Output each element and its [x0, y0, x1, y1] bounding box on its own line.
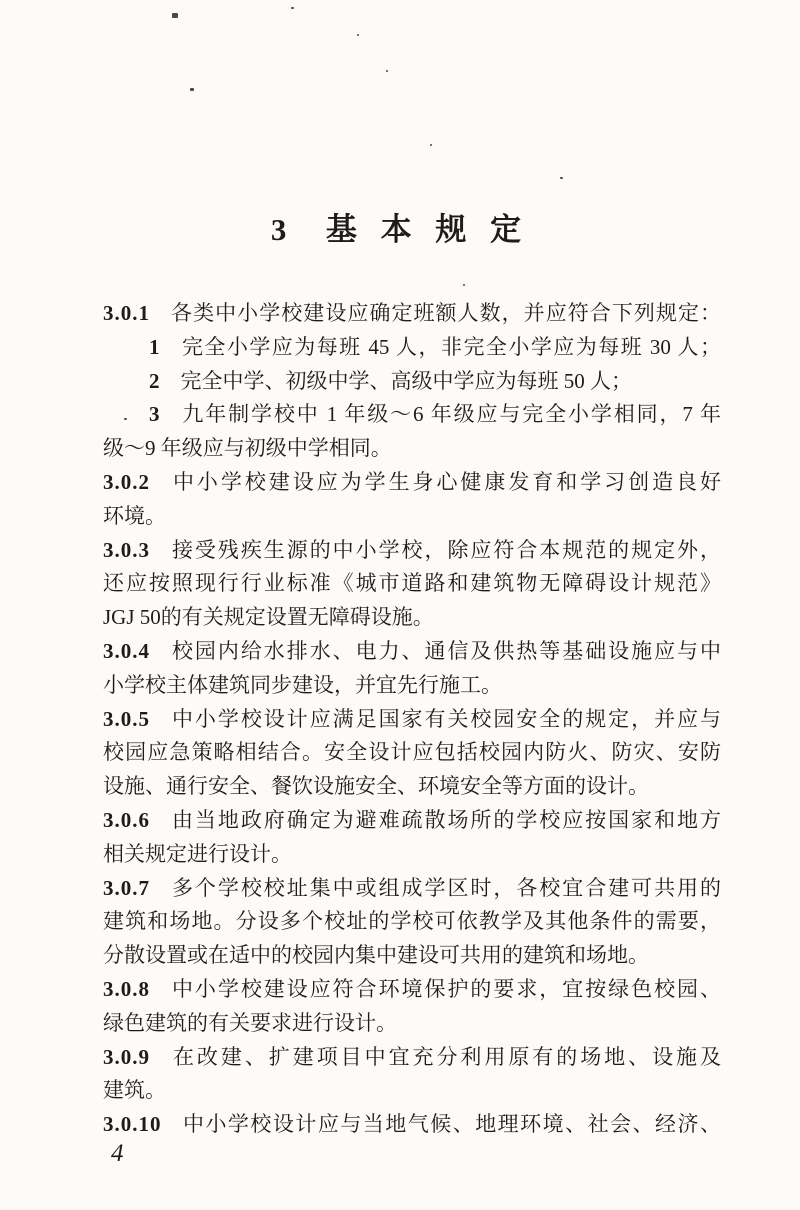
- clause-line: [103, 872, 721, 906]
- continuation-line: [103, 939, 721, 973]
- continuation-line: [103, 838, 721, 872]
- scan-speck: [560, 177, 563, 179]
- scan-speck: [386, 70, 388, 72]
- clause-number: 3.0.2: [103, 469, 150, 494]
- clause-text: 中小学校建设应符合环境保护的要求，宜按绿色校园、: [170, 976, 721, 1001]
- clause-text: 中小学校设计应与当地气候、地理环境、社会、经济、: [181, 1112, 721, 1137]
- sub-item-line: [103, 398, 721, 432]
- clause-line: [103, 297, 721, 331]
- scan-speck: [172, 13, 178, 18]
- clause-number: 3.0.1: [103, 301, 150, 325]
- clause-text: 完全中学、初级中学、高级中学应为每班 50 人；: [180, 368, 632, 393]
- clause-text: 校园内给水排水、电力、通信及供热等基础设施应与中: [170, 638, 721, 663]
- clause-number: 3.0.6: [103, 807, 150, 832]
- clause-text: 各类中小学校建设应确定班额人数，并应符合下列规定：: [170, 301, 721, 325]
- clause-number: 3.0.9: [103, 1044, 150, 1069]
- clause-text: 建筑和场地。分设多个校址的学校可依教学及其他条件的需要，: [103, 909, 721, 934]
- clause-number: 3.0.10: [103, 1112, 162, 1137]
- page-number: 4: [111, 1140, 125, 1167]
- clause-text: 接受残疾生源的中小学校，除应符合本规范的规定外，: [170, 537, 721, 562]
- sub-item-number: 2: [149, 368, 161, 393]
- clause-number: 3.0.8: [103, 976, 150, 1001]
- scan-speck: [124, 418, 127, 420]
- continuation-line: [103, 1074, 721, 1108]
- clause-list: [103, 297, 721, 1142]
- clause-number: 3.0.5: [103, 706, 150, 731]
- sub-item-line: [103, 331, 721, 365]
- clause-line: [103, 1041, 721, 1075]
- scan-speck: [430, 144, 432, 146]
- continuation-line: [103, 432, 721, 466]
- clause-text: 还应按照现行行业标准《城市道路和建筑物无障碍设计规范》: [103, 571, 721, 596]
- continuation-line: [103, 669, 721, 703]
- clause-line: [103, 466, 721, 500]
- clause-text: 设施、通行安全、餐饮设施安全、环境安全等方面的设计。: [103, 774, 649, 799]
- clause-text: 校园应急策略相结合。安全设计应包括校园内防火、防灾、安防: [103, 740, 721, 765]
- clause-text: 分散设置或在适中的校园内集中建设可共用的建筑和场地。: [103, 943, 649, 968]
- continuation-line: [103, 770, 721, 804]
- clause-line: [103, 973, 721, 1007]
- clause-text: 相关规定进行设计。: [103, 841, 292, 866]
- scan-speck: [291, 7, 294, 9]
- scan-speck: [357, 34, 359, 36]
- clause-text: 完全小学应为每班 45 人，非完全小学应为每班 30 人；: [180, 334, 721, 359]
- continuation-line: [103, 500, 721, 534]
- scan-speck: [463, 284, 465, 286]
- sub-item-number: 3: [149, 402, 161, 427]
- sub-item-line: [103, 365, 721, 399]
- chapter-title: 3 基 本 规 定: [270, 212, 530, 247]
- clause-line: [103, 804, 721, 838]
- clause-text: 绿色建筑的有关要求进行设计。: [103, 1010, 397, 1035]
- clause-text: 建筑。: [103, 1078, 166, 1103]
- continuation-line: [103, 905, 721, 939]
- clause-text: 环境。: [103, 503, 166, 528]
- clause-number: 3.0.4: [103, 638, 150, 663]
- continuation-line: [103, 1007, 721, 1041]
- scan-speck: [190, 88, 194, 91]
- clause-text: 多个学校校址集中或组成学区时，各校宜合建可共用的: [170, 875, 721, 900]
- clause-text: 由当地政府确定为避难疏散场所的学校应按国家和地方: [170, 807, 721, 832]
- clause-text: 中小学校建设应为学生身心健康发育和学习创造良好: [170, 469, 721, 494]
- clause-line: [103, 635, 721, 669]
- continuation-line: [103, 736, 721, 770]
- continuation-line: [103, 567, 721, 601]
- clause-text: JGJ 50的有关规定设置无障碍设施。: [103, 605, 434, 630]
- clause-text: 九年制学校中 1 年级～6 年级应与完全小学相同，7 年: [180, 402, 721, 427]
- clause-text: 级～9 年级应与初级中学相同。: [103, 436, 392, 461]
- sub-item-number: 1: [149, 334, 161, 359]
- continuation-line: [103, 601, 721, 635]
- clause-line: [103, 1108, 721, 1142]
- clause-text: 在改建、扩建项目中宜充分利用原有的场地、设施及: [170, 1044, 721, 1069]
- clause-text: 中小学校设计应满足国家有关校园安全的规定，并应与: [170, 706, 721, 731]
- clause-number: 3.0.7: [103, 875, 150, 900]
- clause-line: [103, 534, 721, 568]
- clause-line: [103, 703, 721, 737]
- clause-number: 3.0.3: [103, 537, 150, 562]
- clause-text: 小学校主体建筑同步建设，并宜先行施工。: [103, 672, 502, 697]
